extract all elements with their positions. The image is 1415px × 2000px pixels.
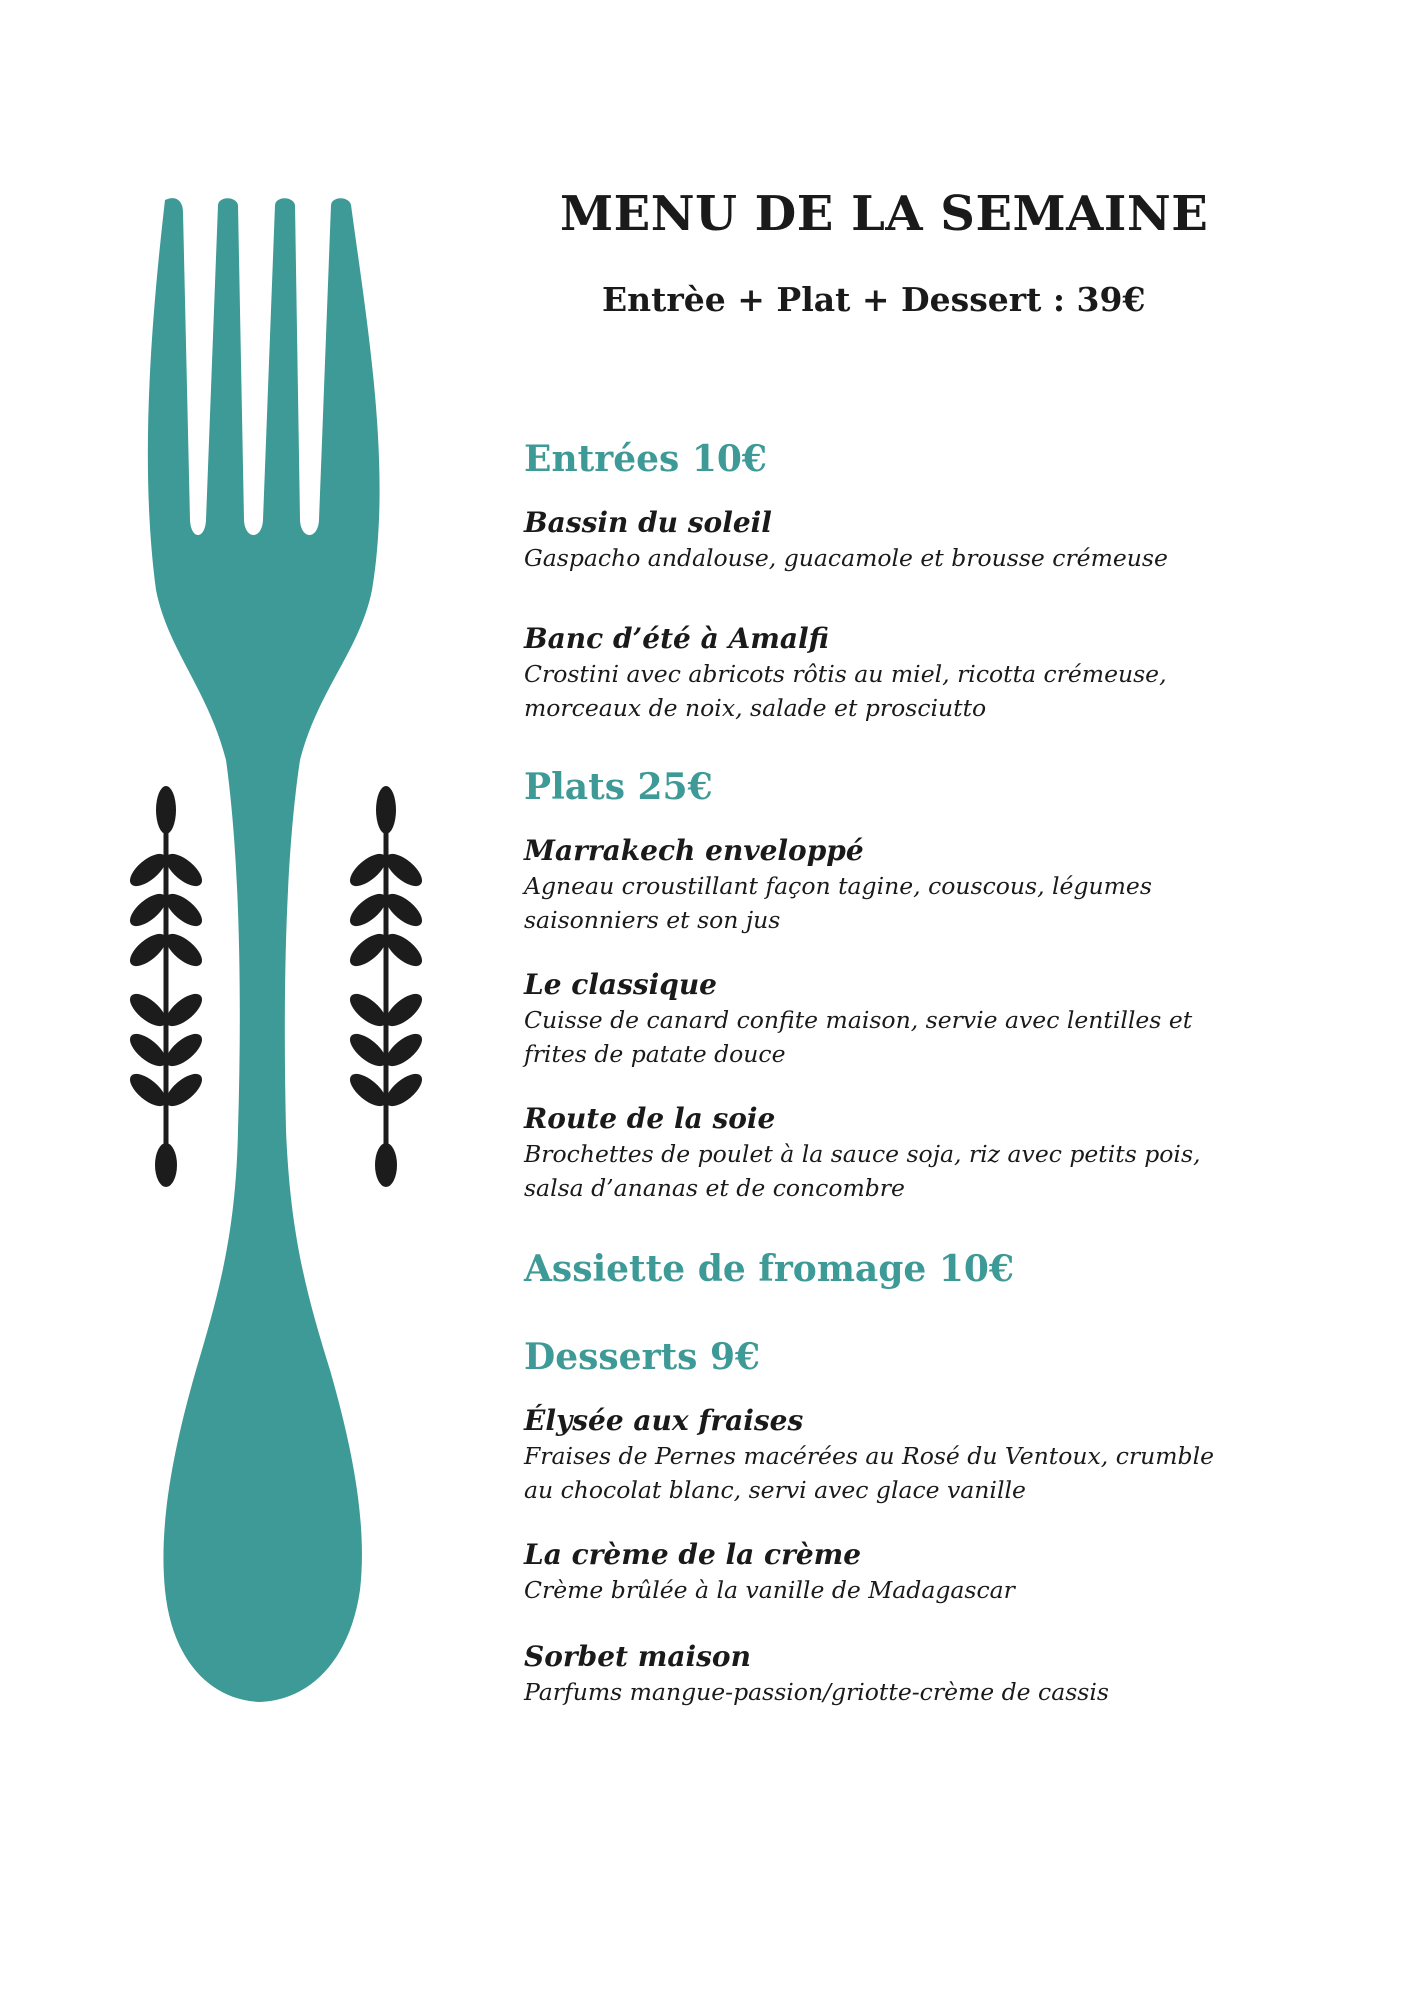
menu-item-name: Le classique [524, 968, 717, 1001]
leaf-sprig-icon [345, 786, 428, 1187]
section-title-entrees: Entrées 10€ [524, 438, 767, 480]
menu-item [524, 1102, 1244, 1205]
menu-item-desc-line: saisonniers et son jus [524, 906, 781, 934]
menu-item [524, 506, 1244, 575]
menu-item [524, 834, 1244, 937]
menu-item-name: La crème de la crème [524, 1538, 862, 1571]
menu-item [524, 1640, 1244, 1709]
menu-item-desc: Gaspacho andalouse, guacamole et brousse crémeuse [524, 544, 1168, 572]
section-title-desserts: Desserts 9€ [524, 1336, 761, 1378]
section-title-plats: Plats 25€ [524, 766, 713, 808]
menu-item-desc-line: au chocolat blanc, servi avec glace vanille [524, 1476, 1026, 1504]
leaf-sprig-icon [125, 786, 208, 1187]
menu-item-name: Marrakech enveloppé [524, 834, 864, 867]
menu-item-desc-line: Fraises de Pernes macérées au Rosé du Ventoux, crumble [524, 1442, 1214, 1470]
menu-content [524, 186, 1384, 1706]
section-title-fromage: Assiette de fromage 10€ [524, 1248, 1014, 1290]
menu-item-name: Élysée aux fraises [524, 1404, 804, 1437]
menu-item-desc-line: morceaux de noix, salade et prosciutto [524, 694, 987, 722]
fork-illustration [0, 0, 560, 2000]
section-entrees [524, 438, 767, 480]
section-desserts [524, 1336, 760, 1378]
menu-item-desc-line: frites de patate douce [524, 1040, 786, 1068]
menu-item [524, 1538, 1244, 1607]
menu-item-desc-line: Agneau croustillant façon tagine, couscous, légumes [524, 872, 1152, 900]
menu-item-name: Sorbet maison [524, 1640, 751, 1673]
menu-formula: Entrèe + Plat + Dessert : 39€ [602, 280, 1146, 319]
menu-item-name: Banc d’été à Amalfi [524, 622, 829, 655]
menu-item-desc-line: salsa d’ananas et de concombre [524, 1174, 905, 1202]
menu-item-desc-line: Crostini avec abricots rôtis au miel, ricotta crémeuse, [524, 660, 1167, 688]
menu-item [524, 968, 1244, 1071]
menu-item-name: Bassin du soleil [524, 506, 772, 539]
section-fromage [524, 1248, 1014, 1290]
menu-item [524, 1404, 1244, 1507]
menu-item-desc: Crème brûlée à la vanille de Madagascar [524, 1576, 1015, 1604]
menu-item-desc: Parfums mangue-passion/griotte-crème de cassis [524, 1678, 1109, 1706]
menu-title: MENU DE LA SEMAINE [560, 186, 1209, 242]
section-plats [524, 766, 713, 808]
menu-item [524, 622, 1244, 725]
menu-item-name: Route de la soie [524, 1102, 776, 1135]
menu-item-desc-line: Brochettes de poulet à la sauce soja, riz avec petits pois, [524, 1140, 1201, 1168]
menu-item-desc-line: Cuisse de canard confite maison, servie avec lentilles et [524, 1006, 1193, 1034]
